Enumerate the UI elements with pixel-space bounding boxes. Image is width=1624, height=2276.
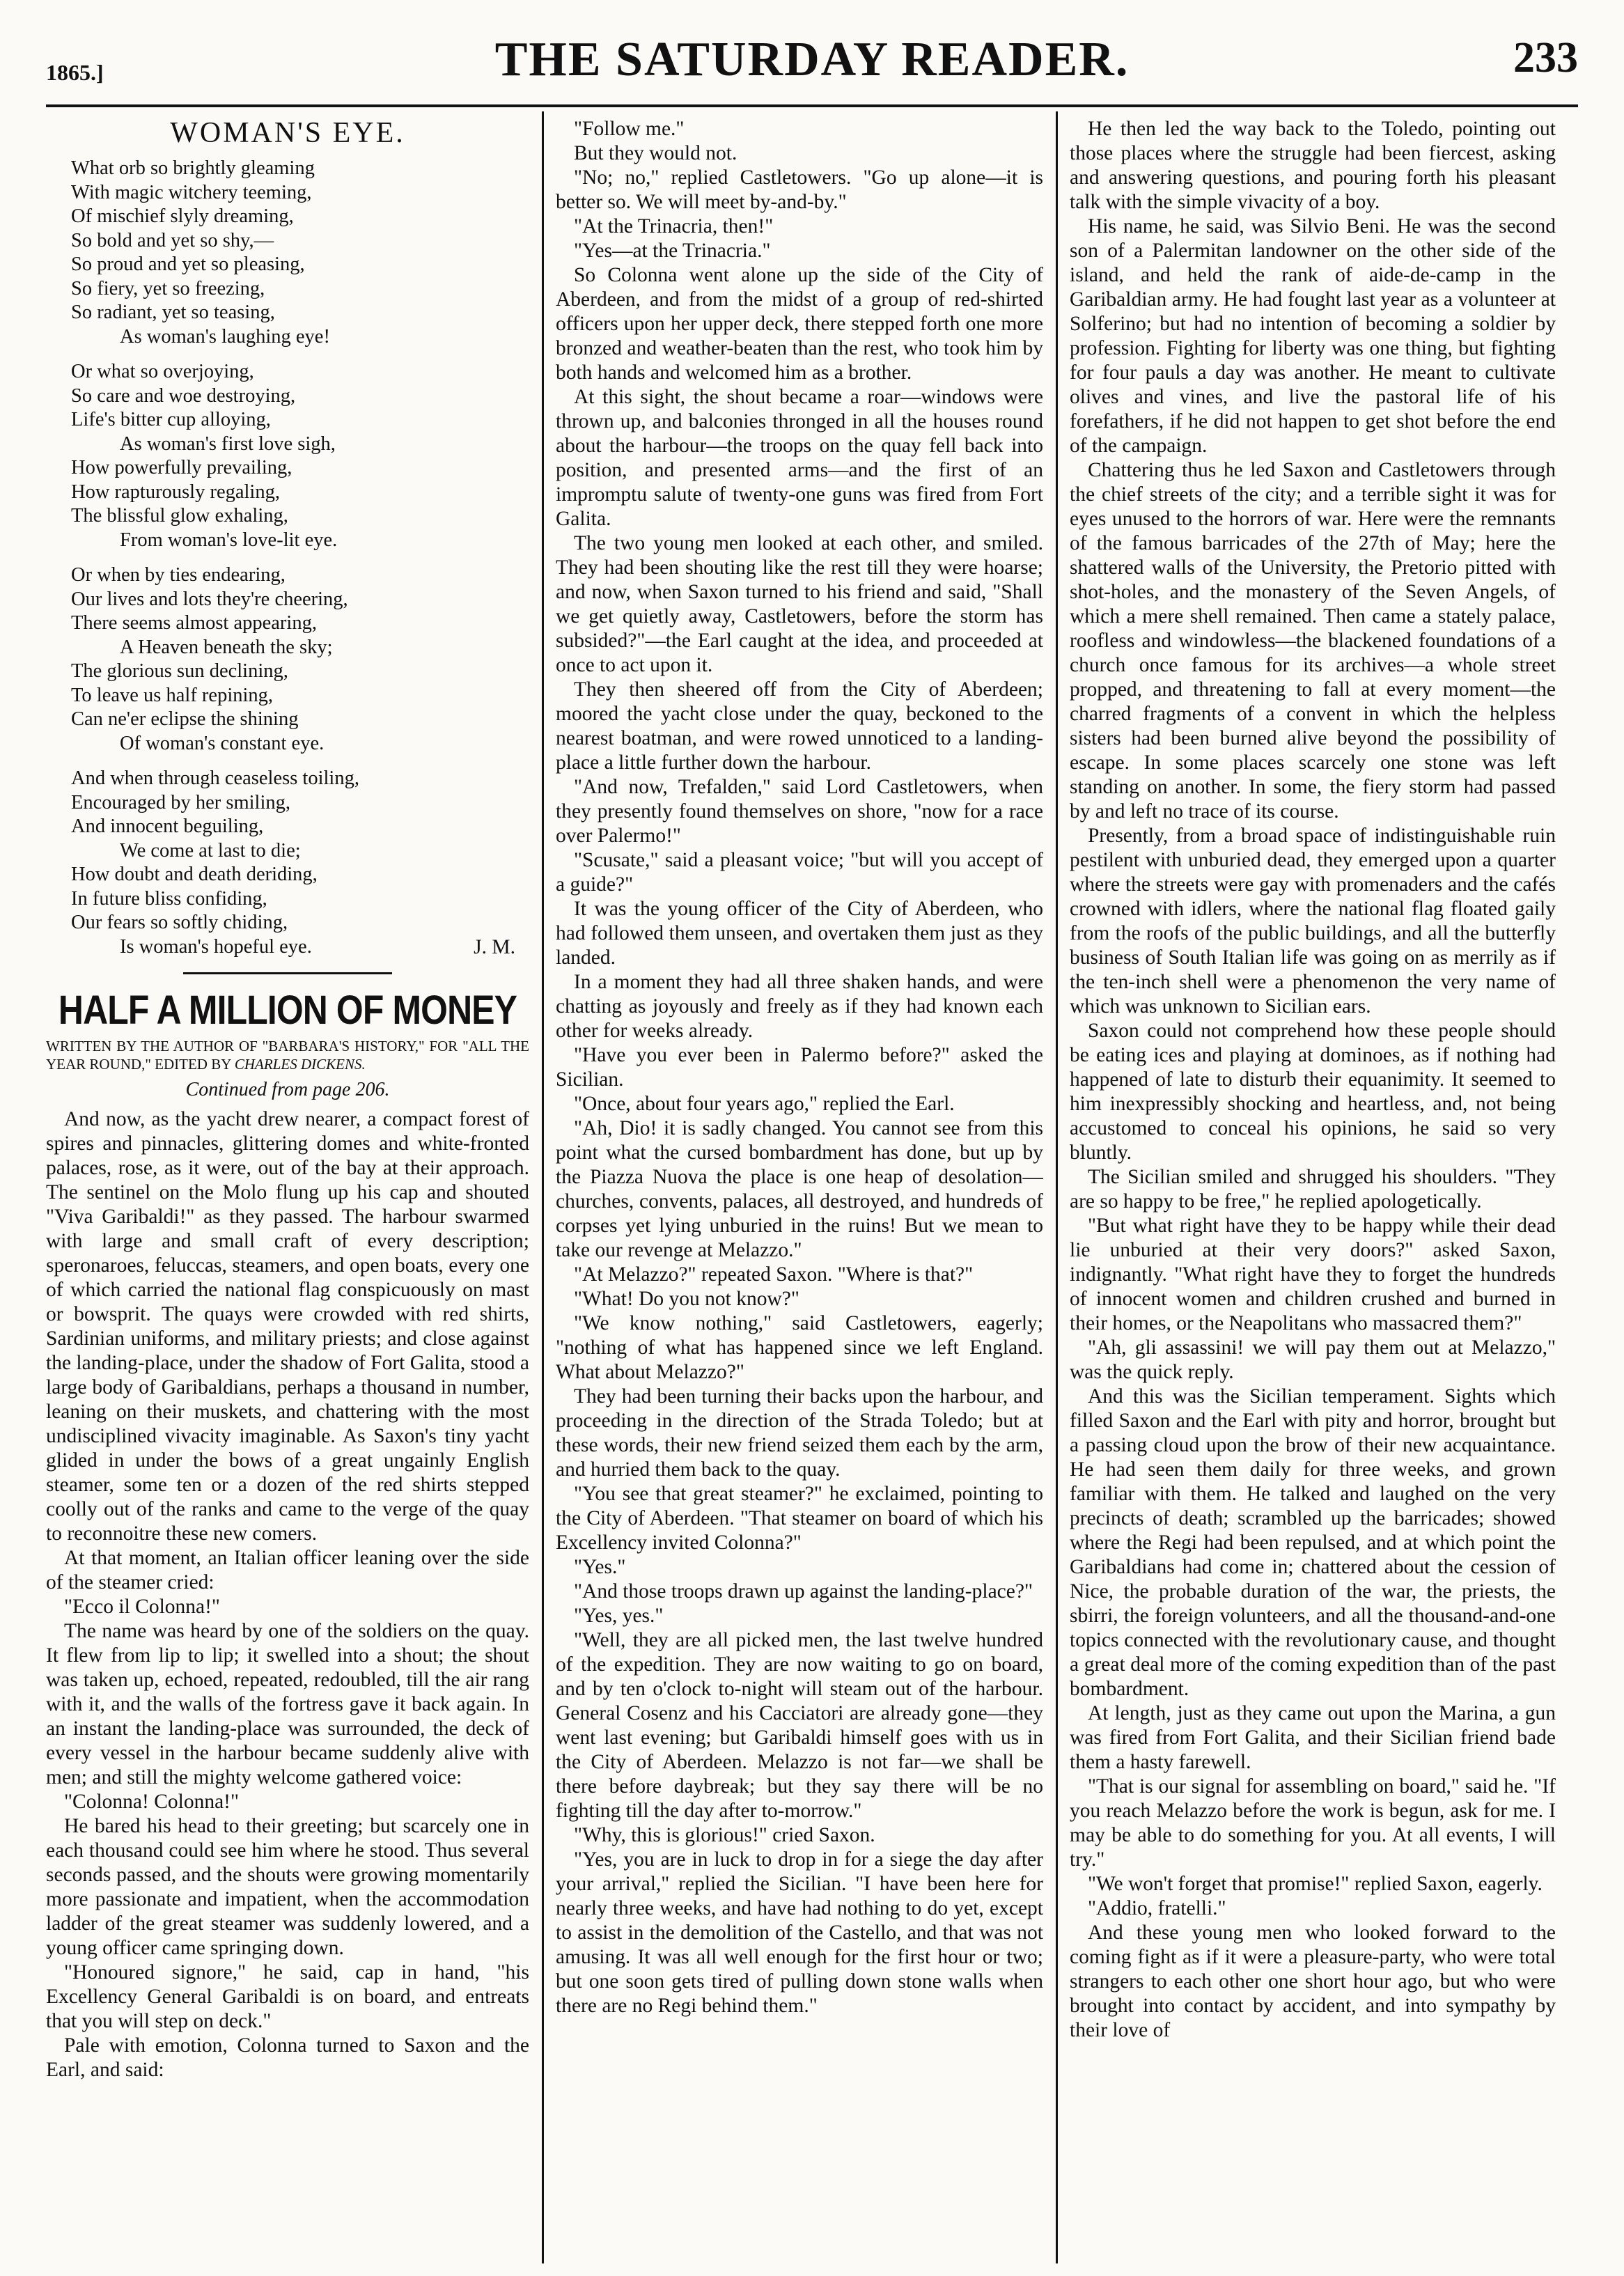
paragraph: "Ah, Dio! it is sadly changed. You cannot see from this point what the cursed bombardment has done, but up by the Piazza Nuova the place is one heap of desolation—churches, convents, palaces, all destroyed, and hundreds of corpses yet lying unburied in the ruins! But we mean to take our revenge at Melazzo." [556,1117,1043,1261]
column-2-text [556,117,1043,2018]
column-1-text [46,1107,529,2082]
poem-line: So radiant, yet so teasing, [71,302,275,323]
poem-line: Our fears so softly chiding, [71,912,288,933]
poem-line: With magic witchery teeming, [71,181,312,203]
paragraph: "And now, Trefalden," said Lord Castletowers, when they presently found themselves on shore, "now for a race over Palermo!" [556,776,1043,847]
paragraph: "Colonna! Colonna!" [64,1790,240,1813]
paragraph: The two young men looked at each other, and smiled. They had been shouting like the rest till they were hoarse; and now, when Saxon turned to his friend and said, "Shall we get quietly away, Castletowers, before the storm has subsided?"—the Earl caught at the idea, and proceeded at once to act upon it. [556,532,1043,676]
paragraph: In a moment they had all three shaken hands, and were chatting as joyously and freely as if they had known each other for weeks already. [556,971,1043,1042]
column-rule-right [1056,111,1058,2263]
masthead-title: THE SATURDAY READER. [494,33,1130,86]
poem-line: There seems almost appearing, [71,612,317,634]
paragraph: "Honoured signore," he said, cap in hand, "his Excellency General Garibaldi is on board, and entreats that you will step on deck." [46,1961,529,2032]
paragraph: "And those troops drawn up against the landing-place?" [574,1580,1033,1603]
paragraph: They then sheered off from the City of Aberdeen; moored the yacht close under the quay, beckoned to the nearest boatman, and were rowed unnoticed to a landing-place a little further down the harbour. [556,678,1043,774]
poem-line: How doubt and death deriding, [71,864,318,885]
byline-text: WRITTEN BY THE AUTHOR OF "BARBARA'S HISTORY," FOR "ALL THE YEAR ROUND," EDITED BY [46,1037,529,1073]
poem-stanza [71,157,529,349]
paragraph: "We won't forget that promise!" replied Saxon, eagerly. [1088,1873,1543,1895]
paragraph: At length, just as they came out upon the Marina, a gun was fired from Fort Galita, and their Sicilian friend bade them a hasty farewell. [1070,1702,1556,1773]
paragraph: And this was the Sicilian temperament. Sights which filled Saxon and the Earl with pity and horror, brought but a passing cloud upon the brow of their new acquaintance. He had seen them daily for three weeks, and grown familiar with them. He talked and laughed on the very precincts of death; scrambled up the barricades; showed where the Regi had been repulsed, and at which point the Garibaldians had come in; chattered about the cession of Nice, the probable duration of the war, the priests, the sbirri, the foreign volunteers, and all the thousand-and-one topics connected with the revolutionary cause, and thought a great deal more of the coming expedition than of the past bombardment. [1070,1385,1556,1700]
poem-line: So care and woe destroying, [71,384,296,407]
paragraph: "Have you ever been in Palermo before?" asked the Sicilian. [556,1044,1043,1091]
paragraph: His name, he said, was Silvio Beni. He was the second son of a Palermitan landowner on the other side of the island, and held the rank of aide-de-camp in the Garibaldian army. He had fought last year as a volunteer at Solferino; but had no intention of becoming a soldier by profession. Fighting for liberty was one thing, but fighting for four pauls a day was another. He meant to cultivate olives and vines, and live the pastoral life of his forefathers, if he did not happen to get shot before the end of the campaign. [1070,215,1556,457]
poem-stanza [71,360,529,552]
poem-line: A Heaven beneath the sky; [120,636,333,658]
column-rule-left [542,111,544,2263]
paragraph: "Yes, you are in luck to drop in for a siege the day after your arrival," replied the Sicilian. "I have been here for nearly three weeks, and have had nothing to do yet, except to assist in the demolition of the Castello, and that was not amusing. It was all well enough for the first hour or two; but one soon gets tired of pulling down stone walls when there are no Regi behind them." [556,1848,1043,2017]
paragraph: "Once, about four years ago," replied the Earl. [574,1093,955,1115]
poem-line: In future bliss confiding, [71,887,267,910]
paragraph: At this sight, the shout became a roar—windows were thrown up, and balconies thronged in all the houses round about the harbour—the troops on the quay fell back into position, and presented arms—and the first of an impromptu salute of twenty-one guns was fired from Fort Galita. [556,386,1043,530]
poem-line: What orb so brightly gleaming [71,157,315,179]
poem-line: From woman's love-lit eye. [120,529,338,551]
paragraph: "Well, they are all picked men, the last twelve hundred of the expedition. They are now waiting to go on board, and by ten o'clock to-night will steam out of the harbour. General Cosenz and his Cacciatori are already gone—they went last evening; but Garibaldi himself goes with us in the City of Aberdeen. Melazzo is not far—we shall be there before daybreak; but they say there will be no fighting till the day after to-morrow." [556,1629,1043,1822]
poem-body [46,157,529,935]
paragraph: "Scusate," said a pleasant voice; "but will you accept of a guide?" [556,849,1043,896]
byline-editor: CHARLES DICKENS. [234,1055,366,1073]
paragraph: It was the young officer of the City of Aberdeen, who had followed them unseen, and overtaken them just as they landed. [556,898,1043,969]
poem-line: Or when by ties endearing, [71,564,286,586]
poem-line: Life's bitter cup alloying, [71,409,271,430]
paragraph: "Ah, gli assassini! we will pay them out at Melazzo," was the quick reply. [1070,1336,1556,1383]
paragraph: And now, as the yacht drew nearer, a compact forest of spires and pinnacles, glittering domes and white-fronted palaces, rose, as it were, out of the bay at their approach. The sentinel on the Molo flung up his cap and shouted "Viva Garibaldi!" as they passed. The harbour swarmed with large and small craft of every description; speronaroes, feluccas, steamers, and open boats, every one of which carried the national flag conspicuously on mast or bowsprit. The quays were crowded with red shirts, Sardinian uniforms, and military priests; and close against the landing-place, under the shadow of Fort Galita, stood a large body of Garibaldians, perhaps a thousand in number, leaning on their muskets, and chattering with the most undisciplined vivacity imaginable. As Saxon's tiny yacht glided in under the bows of a great ungainly English steamer, some ten or a dozen of the red shirts stepped coolly out of the ranks and came to the verge of the quay to reconnoitre these new comers. [46,1107,529,1545]
poem-line: And when through ceaseless toiling, [71,767,359,789]
poem-stanza [71,563,529,756]
column-3-text [1070,117,1556,2043]
paragraph: The name was heard by one of the soldiers on the quay. It flew from lip to lip; it swelled into a shout; the shout was taken up, echoed, repeated, redoubled, till the air rang with it, and the walls of the fortress gave it back again. In an instant the landing-place was surrounded, the deck of every vessel in the harbour became suddenly alive with men; and still the mighty welcome gathered voice: [46,1619,529,1788]
poem-line: Is woman's hopeful eye. [120,935,312,958]
poem-line: How powerfully prevailing, [71,457,292,478]
poem-line: And innocent beguiling, [71,816,264,837]
story-byline [46,1037,529,1073]
paragraph: At that moment, an Italian officer leaning over the side of the steamer cried: [46,1546,529,1593]
paragraph: And these young men who looked forward to the coming fight as if it were a pleasure-party, who were total strangers to each other one short hour ago, but who were brought into contact by accident, and into sympathy by their love of [1070,1922,1556,2041]
poem-line: How rapturously regaling, [71,481,280,503]
poem-line: We come at last to die; [120,839,301,862]
story-title: HALF A MILLION OF MONEY [58,987,517,1033]
paragraph: "No; no," replied Castletowers. "Go up alone—it is better so. We will meet by-and-by." [556,166,1043,213]
paragraph: "Yes." [574,1556,626,1578]
paragraph: "At the Trinacria, then!" [574,215,774,237]
poem-line: Can ne'er eclipse the shining [71,708,299,730]
paragraph: "We know nothing," said Castletowers, eagerly; "nothing of what has happened since we left England. What about Melazzo?" [556,1312,1043,1383]
poem-line: Of mischief slyly dreaming, [71,205,294,227]
poem-line: To leave us half repining, [71,684,274,706]
paragraph: But they would not. [574,142,737,164]
poem-line: So proud and yet so pleasing, [71,254,305,275]
paragraph: Chattering thus he led Saxon and Castletowers through the chief streets of the city; and a terrible sight it was for eyes unused to the horrors of war. Here were the remnants of the famous barricades of the 27th of May; here the shattered walls of the University, the Pretorio pitted with shot-holes, and the monastery of the Seven Angels, of which a mere shell remained. Then came a stately palace, roofless and windowless—the blackened foundations of a church once famous for its archives—a whole street propped, and threatening to fall at every moment—the charred fragments of a convent in which the helpless sisters had been burned alive beyond the possibility of escape. In some places scarcely one stone was left standing on another. In some, the fiery storm had passed by and left no trace of its course. [1070,459,1556,823]
poem-line: Encouraged by her smiling, [71,791,291,813]
poem-signature: J. M. [474,935,515,958]
paragraph: He then led the way back to the Toledo, pointing out those places where the struggle had been fiercest, asking and answering questions, and pouring forth his pleasant talk with the simple vivacity of a boy. [1070,118,1556,213]
poem-line: Our lives and lots they're cheering, [71,588,348,610]
poem-line: The blissful glow exhaling, [71,505,288,527]
column-3 [1070,117,1556,2262]
paragraph: They had been turning their backs upon the harbour, and proceeding in the direction of the Strada Toledo; but at these words, their new friend seized them each by the arm, and hurried them back to the quay. [556,1385,1043,1481]
paragraph: "Ecco il Colonna!" [64,1595,220,1618]
poem-title: WOMAN'S EYE. [170,117,405,149]
paragraph: So Colonna went alone up the side of the City of Aberdeen, and from the midst of a group of red-shirted officers upon her upper deck, there stepped forth one more bronzed and weather-beaten than the rest, who took him by both hands and welcomed him as a brother. [556,264,1043,384]
paragraph: "Follow me." [574,118,685,140]
paragraph: "That is our signal for assembling on board," said he. "If you reach Melazzo before the work is begun, ask for me. I may be able to do something for you. At all events, I will try." [1070,1775,1556,1871]
column-2 [556,117,1043,2262]
poem-line: So bold and yet so shy,— [71,229,274,251]
column-1 [46,117,529,2262]
page-number: 233 [1513,34,1578,81]
poem-line: As woman's laughing eye! [120,325,330,348]
paragraph: He bared his head to their greeting; but scarcely one in each thousand could see him where he stood. Thus several seconds passed, and the shouts were growing momentarily more passionate and impatient, when the accommodation ladder of the great steamer was suddenly lowered, and a young officer came springing down. [46,1814,529,1959]
poem-line: Or what so overjoying, [71,361,254,382]
paragraph: Presently, from a broad space of indistinguishable ruin pestilent with unburied dead, they emerged upon a quarter where the streets were gay with promenaders and the cafés crowned with idlers, where the national flag floated gaily from the roofs of the public buildings, and all the butterfly business of South Italian life was going on as merrily as if the ten-inch shell were a phenomenon the very name of which was unknown to Sicilian ears. [1070,825,1556,1018]
paragraph: "At Melazzo?" repeated Saxon. "Where is that?" [574,1263,974,1286]
poem-line: Of woman's constant eye. [120,732,325,754]
paragraph: "But what right have they to be happy while their dead lie unburied at their very doors?" asked Saxon, indignantly. "What right have they to forget the hundreds of innocent women and children crushed and burned in their homes, or the Neapolitans who massacred them?" [1070,1215,1556,1334]
page-header [46,28,1578,107]
paragraph: Pale with emotion, Colonna turned to Saxon and the Earl, and said: [46,2034,529,2081]
paragraph: "What! Do you not know?" [574,1288,799,1310]
poem-stanza [71,767,529,935]
paragraph: "You see that great steamer?" he exclaimed, pointing to the City of Aberdeen. "That steamer on board of which his Excellency invited Colonna?" [556,1483,1043,1554]
paragraph: "Why, this is glorious!" cried Saxon. [574,1824,875,1846]
poem-line: The glorious sun declining, [71,660,288,682]
paragraph: "Addio, fratelli." [1088,1897,1226,1919]
issue-date: 1865.] [46,60,104,85]
poem-final-line [71,935,529,960]
paragraph: "Yes, yes." [574,1605,664,1627]
poem-line: So fiery, yet so freezing, [71,277,265,299]
paragraph: Saxon could not comprehend how these people should be eating ices and playing at dominoes, as if nothing had happened of late to disturb their equanimity. It seemed to him inexpressibly shocking and heartless, and, not being accustomed to conceal his opinions, he said so very bluntly. [1070,1020,1556,1164]
paragraph: The Sicilian smiled and shrugged his shoulders. "They are so happy to be free," he replied apologetically. [1070,1166,1556,1213]
poem-line: As woman's first love sigh, [120,432,336,455]
continued-note: Continued from page 206. [185,1078,390,1100]
section-divider [183,972,392,974]
paragraph: "Yes—at the Trinacria." [574,240,771,262]
